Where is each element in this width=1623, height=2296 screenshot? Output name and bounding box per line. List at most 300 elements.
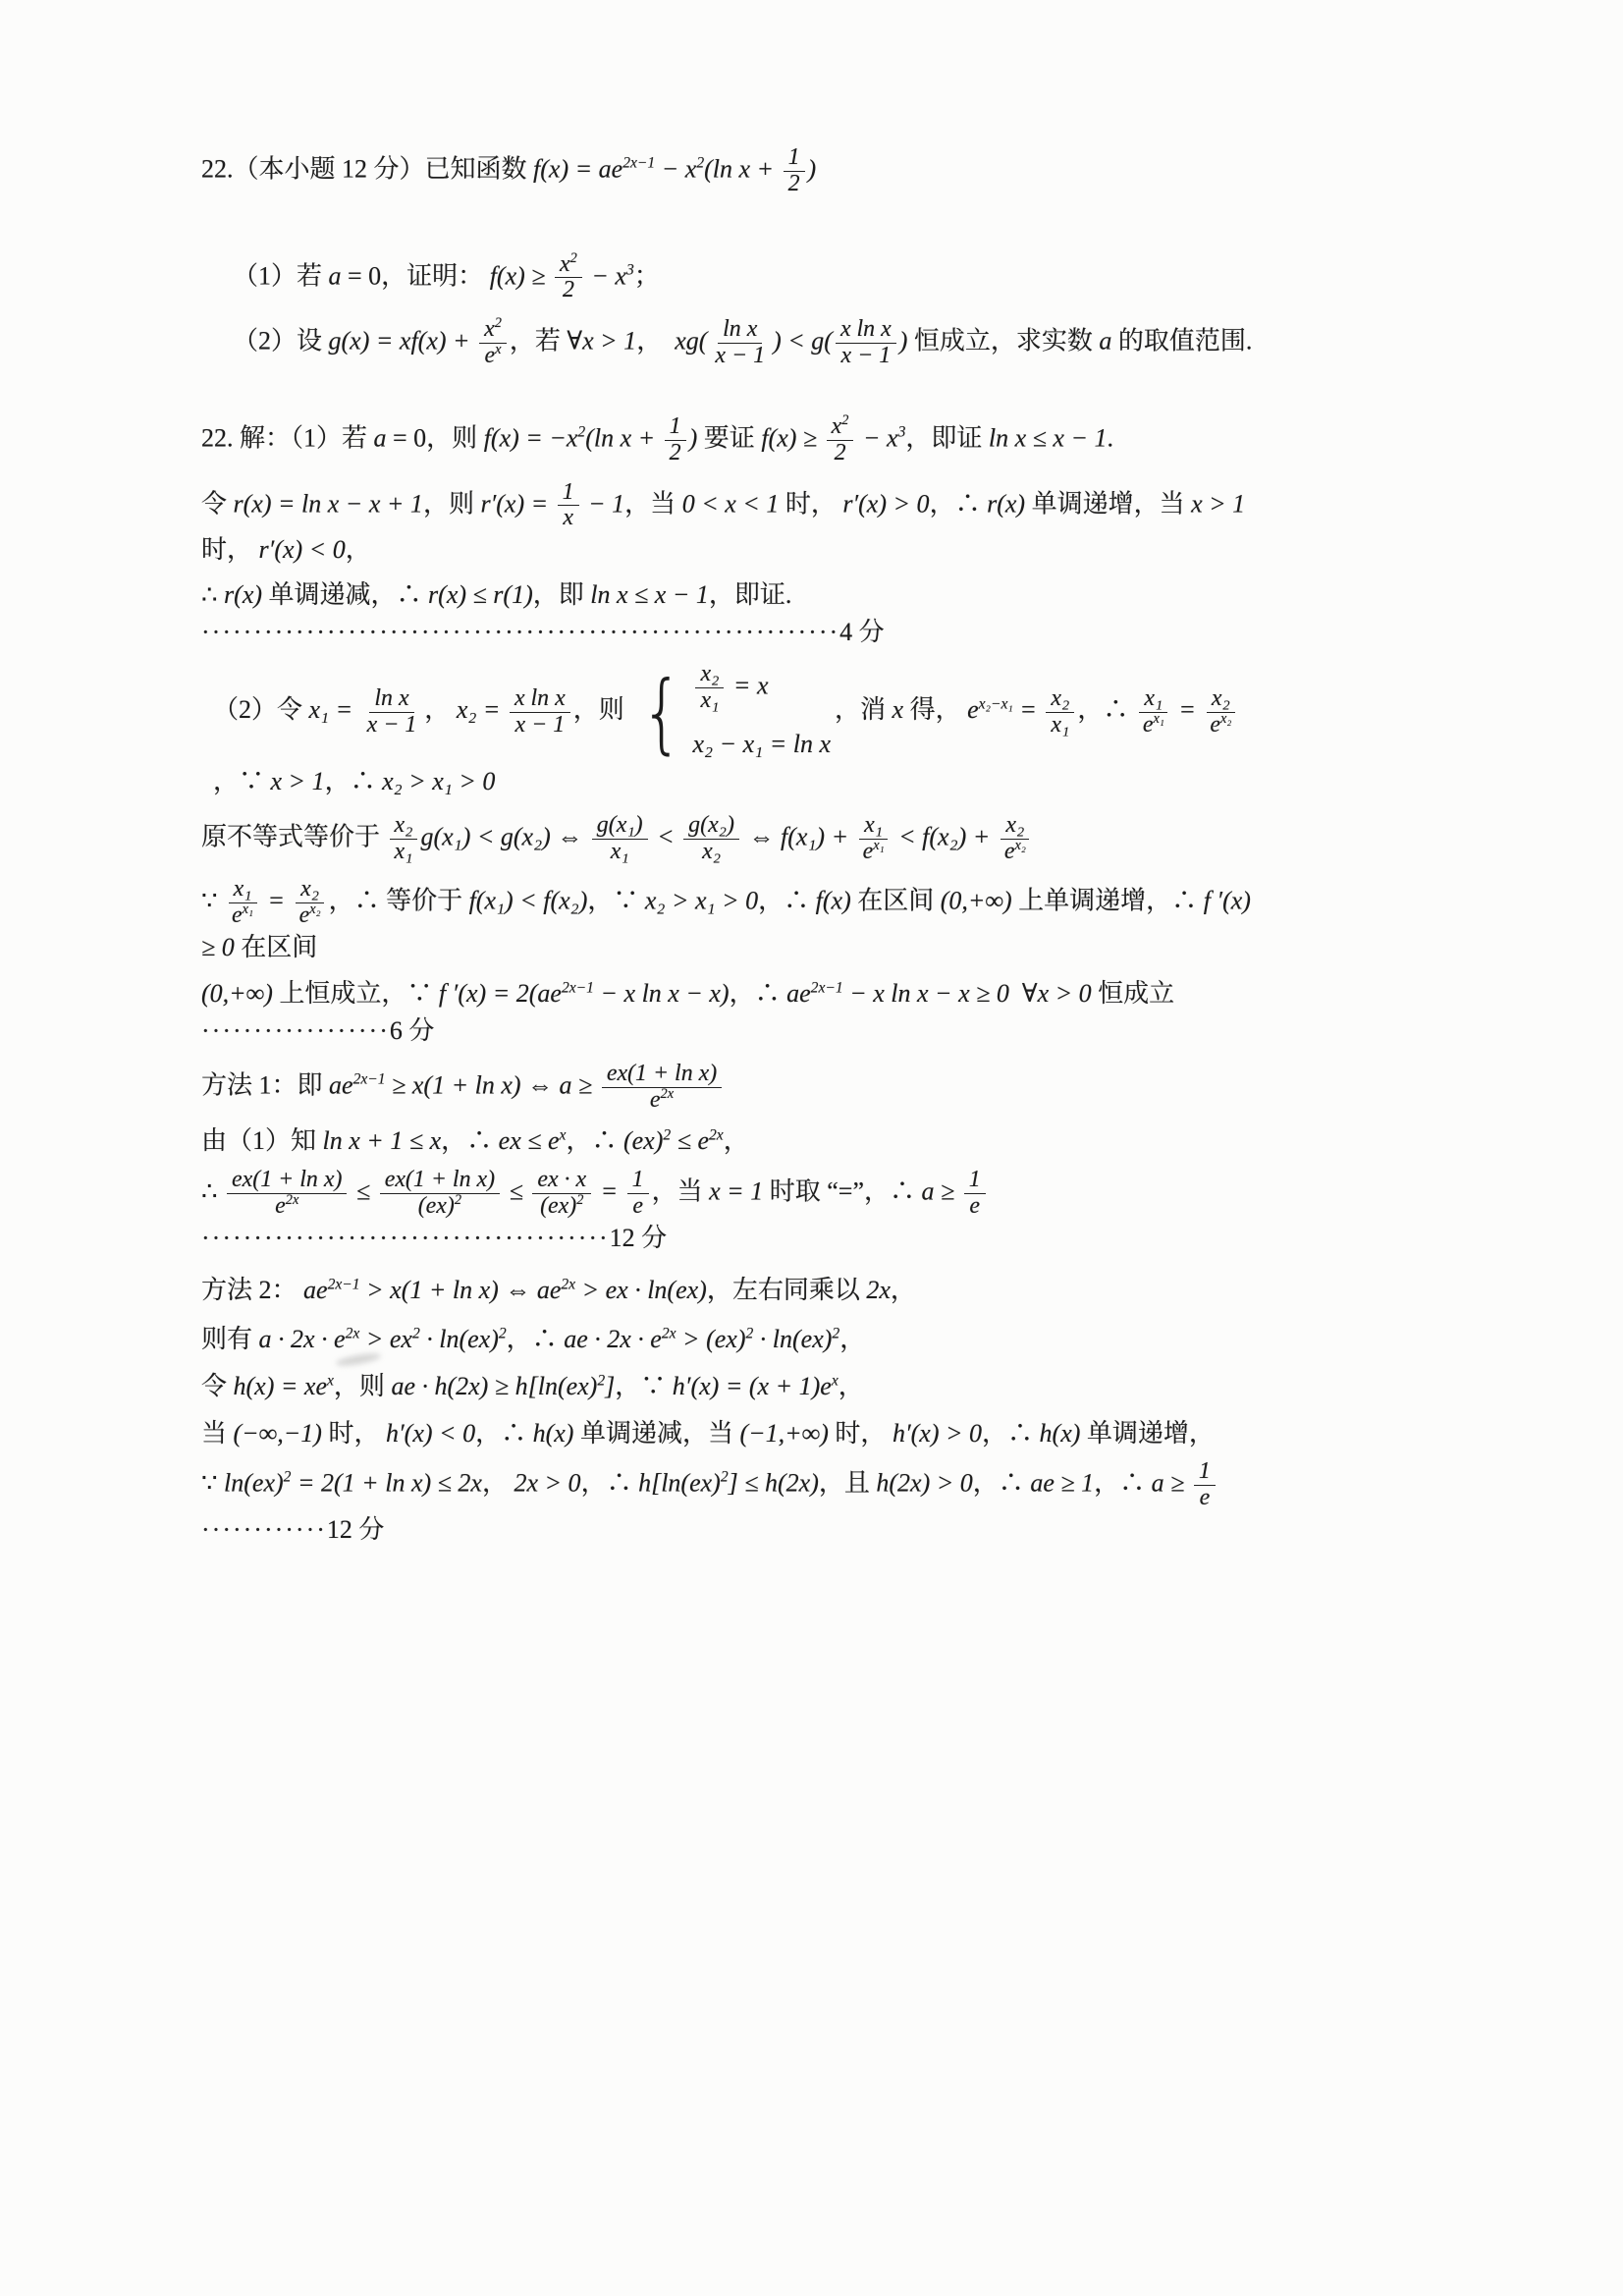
math-run: x: [563, 505, 573, 531]
text-run: （1）若: [233, 260, 329, 290]
math-run: h[ln(ex): [638, 1468, 721, 1498]
math-run: x₂: [1051, 685, 1070, 712]
fraction-numerator: [1139, 686, 1167, 713]
text-run: ；: [633, 260, 660, 290]
text-run: 22. 解：（1）若: [201, 423, 374, 453]
fraction: [1205, 686, 1236, 738]
text-run: 单调递增，: [1080, 1418, 1215, 1448]
line-l2: [201, 249, 1257, 304]
math-run: x₂: [700, 661, 720, 687]
dotted-leader: ··················: [201, 1016, 390, 1046]
fraction-numerator: [836, 317, 896, 344]
math-run: · ln(ex): [419, 1325, 499, 1354]
math-run: x₁: [1051, 712, 1070, 738]
text-run: ，: [481, 1468, 514, 1498]
text-run: ，∴: [441, 1126, 499, 1156]
math-run: e: [484, 343, 496, 369]
fraction-denominator: [1205, 713, 1236, 738]
math-run: ln x: [374, 685, 409, 712]
math-run: a · 2x · e: [258, 1325, 346, 1354]
text-run: ，当: [624, 488, 682, 518]
math-run: ex(1 + ln x): [606, 1060, 718, 1086]
text-run: ，: [838, 1371, 864, 1400]
text-run: 时，: [201, 488, 1252, 565]
superscript: 2x: [561, 1276, 576, 1293]
fraction-denominator: [695, 688, 724, 714]
line-l8: [201, 813, 1257, 865]
fraction-numerator: [558, 480, 579, 507]
superscript: 2: [411, 1325, 420, 1342]
fraction-numerator: [665, 414, 686, 441]
math-run: x₁: [394, 839, 413, 865]
math-run: x₂ =: [456, 695, 507, 725]
fraction-numerator: [390, 813, 418, 840]
fraction-numerator: [1194, 1459, 1216, 1486]
text-run: 原不等式等价于: [201, 822, 387, 851]
text-run: ，∴: [566, 1126, 623, 1156]
superscript: 2: [696, 154, 705, 172]
math-run: g(x) = xf(x) +: [328, 326, 477, 355]
fraction-denominator: [784, 172, 805, 197]
math-run: − x: [584, 260, 626, 290]
fraction-denominator: [390, 840, 418, 865]
math-run: ex(1 + ln x): [384, 1167, 496, 1193]
math-run: (ex): [540, 1192, 577, 1219]
left-brace-icon: {: [641, 661, 683, 763]
text-run: ，若: [509, 326, 568, 355]
fraction: [295, 877, 326, 929]
math-run: (ln x +: [704, 154, 781, 184]
fraction: [479, 317, 507, 369]
math-run: x > 1: [270, 766, 325, 795]
math-run: > ex: [359, 1325, 412, 1354]
text-run: ，: [839, 1325, 866, 1354]
line-l9: [201, 877, 1257, 965]
math-run: =: [261, 886, 292, 915]
math-run: − x ln x − x): [593, 979, 730, 1009]
superscript: 2: [283, 1468, 292, 1486]
text-run: ，: [890, 1276, 916, 1305]
text-run: ，当: [651, 1176, 710, 1206]
text-run: 上恒成立，∵: [272, 979, 439, 1009]
math-run: ln x + 1 ≤ x: [322, 1126, 442, 1156]
superscript: x: [831, 1372, 839, 1390]
superscript: 2: [597, 1372, 606, 1390]
text-run: 4 分: [839, 617, 885, 646]
math-run: > (ex): [676, 1325, 746, 1354]
text-run: [1218, 1468, 1244, 1497]
text-run: 在区间: [234, 932, 318, 961]
fraction-denominator: [362, 713, 422, 738]
fraction: [858, 813, 890, 865]
math-run: x − 1: [715, 343, 766, 369]
fraction-numerator: [227, 1168, 347, 1194]
math-run: 2x > 0: [514, 1468, 581, 1498]
fraction-denominator: [479, 344, 506, 369]
math-run: h′(x) > 0: [892, 1418, 983, 1448]
text-run: ，则: [333, 1371, 392, 1400]
fraction-numerator: [718, 317, 762, 344]
math-run: ex(1 + ln x): [232, 1167, 343, 1193]
math-run: a: [373, 423, 387, 453]
math-run: x > 1: [1191, 488, 1246, 518]
fraction-numerator: [592, 813, 648, 840]
text-run: 令: [201, 488, 234, 518]
fraction-denominator: [295, 903, 326, 929]
math-run: ae: [303, 1276, 328, 1305]
line-l7: [201, 662, 1257, 799]
text-run: ，即: [532, 579, 591, 609]
superscript: 2x−1: [352, 1070, 386, 1088]
fraction: [683, 813, 739, 865]
text-run: ，∴: [580, 1468, 639, 1498]
fraction: [558, 480, 579, 532]
fraction-denominator: [270, 1191, 303, 1220]
math-run: xg(: [675, 326, 708, 355]
text-run: ∴: [201, 1176, 225, 1206]
text-run: （2）令: [213, 695, 309, 725]
math-run: = 2(1 + ln x) ≤ 2x: [291, 1468, 482, 1498]
math-run: g(x₁): [596, 812, 643, 839]
text-run: （2）设: [233, 326, 329, 355]
fraction: [1000, 813, 1031, 865]
math-run: x − 1: [366, 712, 417, 738]
math-run: 0 < x < 1: [681, 488, 780, 518]
math-run: 2: [787, 170, 800, 196]
text-run: ，且: [818, 1468, 877, 1498]
fraction-denominator: [606, 840, 634, 865]
math-run: x ln x: [514, 685, 566, 712]
math-run: 1: [1198, 1458, 1211, 1485]
math-run: 2: [669, 439, 681, 465]
math-run: ): [688, 423, 698, 453]
math-run: x₂ − x₁ = ln x: [692, 730, 831, 758]
dotted-leader: ·······································: [201, 1223, 610, 1252]
math-run: e: [275, 1192, 286, 1219]
math-run: x: [892, 695, 904, 725]
math-run: f(x) ≥: [489, 260, 553, 290]
math-run: ae: [786, 979, 811, 1009]
fraction-numerator: [964, 1168, 986, 1194]
superscript: 2: [832, 1325, 840, 1342]
math-run: 1: [669, 412, 681, 439]
fraction: [1194, 1459, 1216, 1511]
math-run: f ′(x) ≥ 0: [201, 886, 1258, 961]
math-run: ≤: [350, 1176, 377, 1206]
math-run: ln(ex): [224, 1468, 284, 1498]
superscript: 2x: [660, 1085, 675, 1102]
text-run: ，∴: [929, 488, 988, 518]
fraction-denominator: [964, 1194, 985, 1220]
math-run: (−∞,−1): [233, 1418, 322, 1448]
superscript: 2: [494, 315, 502, 332]
fraction: [710, 317, 770, 369]
fraction-numerator: [510, 686, 570, 713]
fraction: [695, 662, 724, 714]
text-run: 的取值范围.: [1111, 326, 1253, 355]
fraction-numerator: [1001, 813, 1029, 840]
line-l6: [201, 576, 1257, 650]
math-run: ae: [329, 1070, 353, 1100]
math-run: 2x: [866, 1276, 891, 1305]
text-run: ，左右同乘以: [706, 1276, 867, 1305]
superscript: 2x: [345, 1325, 360, 1342]
math-run: − x: [856, 423, 898, 453]
dotted-leader: ·····························································: [201, 617, 840, 646]
text-run: 由（1）知: [201, 1126, 323, 1156]
math-run: e: [232, 902, 243, 928]
text-run: = 0，证明：: [341, 260, 490, 290]
fraction: [827, 414, 854, 466]
math-run: ex ≤ e: [498, 1126, 560, 1156]
text-run: ，: [345, 535, 371, 565]
math-run: < f(x₂) +: [892, 822, 997, 851]
text-run: ，∴: [758, 886, 816, 915]
fraction: [592, 813, 648, 865]
math-run: x: [560, 250, 570, 277]
text-run: ，∴: [982, 1418, 1040, 1448]
fraction: [836, 317, 896, 369]
fraction-numerator: [859, 813, 888, 840]
math-run: ae · 2x · e: [564, 1325, 662, 1354]
math-run: x: [484, 316, 495, 343]
math-run: e: [1210, 712, 1220, 738]
math-run: ): [807, 154, 817, 184]
text-run: ，∴: [1077, 695, 1135, 725]
text-run: ∵: [201, 886, 225, 915]
text-run: ，: [723, 1126, 749, 1156]
fraction-denominator: [1138, 713, 1169, 738]
text-run: 时，: [779, 488, 843, 518]
superscript: x₁: [873, 838, 885, 854]
fraction-denominator: [558, 278, 579, 303]
text-run: ，∴: [324, 766, 383, 795]
math-run: f ′(x) = 2(ae: [438, 979, 562, 1009]
text-run: 方法 1：即: [201, 1070, 330, 1100]
math-run: x₁: [233, 876, 252, 902]
math-run: f(x) = −x: [483, 423, 578, 453]
math-run: ln x ≤ x − 1: [988, 423, 1108, 453]
superscript: x₁: [242, 901, 254, 917]
fraction: [627, 1168, 649, 1220]
line-l12: [201, 1122, 1257, 1160]
math-run: f(x₁) < f(x₂): [468, 886, 588, 915]
math-run: ≤: [503, 1176, 530, 1206]
text-run: ，∵: [213, 766, 271, 795]
math-run: f(x) = ae: [533, 154, 623, 184]
math-run: ∀x > 1: [567, 326, 637, 355]
text-run: 在区间: [850, 886, 941, 915]
math-run: =: [1012, 695, 1044, 725]
fraction: [555, 249, 582, 304]
math-run: e: [967, 695, 979, 725]
fraction: [1138, 686, 1169, 738]
superscript: 2x: [285, 1191, 299, 1208]
line-l5: [201, 480, 1257, 569]
math-run: ): [898, 326, 908, 355]
math-run: h′(x) < 0: [385, 1418, 476, 1448]
math-run: g(x₂): [688, 812, 734, 839]
superscript: x₂: [1014, 838, 1026, 854]
text-run: 单调递减，∴: [262, 579, 429, 609]
text-run: 22.（本小题 12 分）已知函数: [201, 154, 534, 184]
text-run: 6 分: [389, 1016, 435, 1046]
line-l4: [201, 414, 1257, 466]
fraction-numerator: [827, 414, 854, 441]
math-run: · ln(ex): [753, 1325, 833, 1354]
math-run: x₁: [864, 812, 884, 839]
math-run: ae · h(2x) ≥ h[ln(ex): [391, 1371, 598, 1400]
math-run: x − 1: [514, 712, 566, 738]
math-run: x₂ > x₁ > 0: [382, 766, 496, 795]
math-run: 2: [834, 439, 846, 465]
text-run: 得，: [903, 695, 968, 725]
fraction-denominator: [627, 1194, 648, 1220]
math-run: x − 1: [840, 343, 892, 369]
superscript: 3: [625, 261, 634, 279]
text-run: ，∵: [587, 886, 645, 915]
fraction-numerator: [380, 1168, 500, 1194]
fraction-denominator: [511, 713, 570, 738]
fraction-numerator: [369, 686, 413, 713]
math-run: x₂: [1211, 685, 1230, 712]
text-run: 恒成立: [1091, 979, 1201, 1009]
fraction-denominator: [413, 1191, 466, 1220]
math-run: 1: [787, 144, 800, 170]
math-run: =: [594, 1176, 624, 1206]
fraction-denominator: [697, 840, 726, 865]
math-run: x₁ =: [308, 695, 359, 725]
fraction-denominator: [837, 344, 896, 369]
line-l13: [201, 1168, 1257, 1256]
math-run: ln x ≤ x − 1: [590, 579, 709, 609]
superscript: 2: [720, 1468, 729, 1486]
superscript: 2: [663, 1126, 672, 1144]
math-run: > ex · ln(ex): [575, 1276, 707, 1305]
math-run: x: [831, 412, 842, 439]
text-run: ，则: [422, 488, 481, 518]
math-run: a: [1099, 326, 1112, 355]
fraction-denominator: [1046, 713, 1074, 738]
line-l10: [201, 975, 1257, 1049]
superscript: 2: [498, 1325, 507, 1342]
fraction-denominator: [535, 1191, 588, 1220]
math-run: e: [862, 839, 874, 865]
fraction-numerator: [296, 877, 324, 903]
math-run: r′(x) < 0: [258, 535, 346, 565]
superscript: 2x−1: [561, 979, 594, 997]
math-run: x = 1: [709, 1176, 764, 1206]
text-run: 单调递减，当: [573, 1418, 740, 1448]
math-run: 1: [631, 1167, 644, 1193]
fraction: [362, 686, 422, 738]
math-run: > x(1 + ln x) ⇔ ae: [359, 1276, 562, 1305]
math-run: r′(x) =: [480, 488, 555, 518]
text-run: 要证: [697, 423, 762, 453]
math-run: ⇔ f(x₁) +: [741, 822, 855, 851]
math-run: r(x): [224, 579, 263, 609]
math-run: ae ≥ 1: [1030, 1468, 1095, 1498]
fraction-numerator: [695, 662, 724, 688]
text-run: ，即证.: [708, 579, 818, 609]
fraction-denominator: [858, 840, 890, 865]
text-run: ，∴: [972, 1468, 1031, 1498]
cases-rows: [692, 662, 831, 762]
superscript: 2x: [661, 1325, 676, 1342]
fraction: [602, 1062, 722, 1114]
line-l14: [201, 1272, 1257, 1309]
fraction-denominator: [645, 1085, 678, 1114]
math-run: x₂ > x₁ > 0: [644, 886, 759, 915]
text-run: ，: [636, 326, 676, 355]
math-run: h(2x) > 0: [876, 1468, 973, 1498]
fraction: [510, 686, 570, 738]
math-run: (ex): [417, 1192, 455, 1219]
text-run: 单调递增，当: [1025, 488, 1192, 518]
superscript: x₂: [1220, 711, 1232, 728]
fraction-denominator: [830, 441, 851, 466]
fraction: [227, 1168, 347, 1220]
text-run: ，∴ 等价于: [328, 886, 469, 915]
superscript: x: [327, 1372, 334, 1390]
math-run: f(x) ≥: [761, 423, 824, 453]
fraction: [380, 1168, 500, 1220]
math-run: (0,+∞): [201, 979, 273, 1009]
text-run: ，∵: [615, 1371, 673, 1400]
fraction-denominator: [558, 506, 578, 531]
math-run: f(x): [815, 886, 851, 915]
text-run: 时取 “=”，∴: [763, 1176, 922, 1206]
text-run: ，则: [572, 695, 631, 725]
text-run: 12 分: [326, 1514, 385, 1544]
text-run: ，即证: [905, 423, 989, 453]
fraction-numerator: [683, 813, 739, 840]
line-l3: [201, 317, 1257, 369]
fraction-numerator: [555, 249, 582, 279]
superscript: 2: [577, 423, 586, 441]
math-run: x₂: [702, 839, 722, 865]
superscript: x: [559, 1126, 567, 1144]
text-run: ，∴: [729, 979, 787, 1009]
cases-group: [634, 662, 831, 762]
fraction-denominator: [227, 903, 258, 929]
math-run: (−1,+∞): [739, 1418, 829, 1448]
fraction-denominator: [710, 344, 770, 369]
fraction-numerator: [532, 1168, 591, 1194]
text-run: 12 分: [609, 1223, 668, 1252]
math-run: x ln x: [839, 316, 892, 343]
fraction-numerator: [784, 145, 805, 172]
math-run: h(x): [1039, 1418, 1081, 1448]
text-run: ，∴: [506, 1325, 565, 1354]
math-run: h′(x) = (x + 1)e: [672, 1371, 832, 1400]
text-run: ∵: [201, 1468, 225, 1498]
text-run: 当: [201, 1418, 234, 1448]
math-run: ] ≤ h(2x): [728, 1468, 819, 1498]
superscript: 2: [841, 412, 849, 428]
line-l16: [201, 1368, 1257, 1405]
math-run: g(x₁) < g(x₂) ⇔: [420, 822, 589, 851]
math-run: ]: [605, 1371, 616, 1400]
math-run: e: [969, 1192, 981, 1219]
line-l11: [201, 1062, 1257, 1114]
superscript: x: [495, 342, 502, 358]
math-run: ex · x: [537, 1167, 587, 1193]
fraction: [532, 1168, 591, 1220]
math-run: r(x) ≤ r(1): [428, 579, 533, 609]
math-run: x₁: [700, 687, 720, 714]
fraction: [227, 877, 258, 929]
